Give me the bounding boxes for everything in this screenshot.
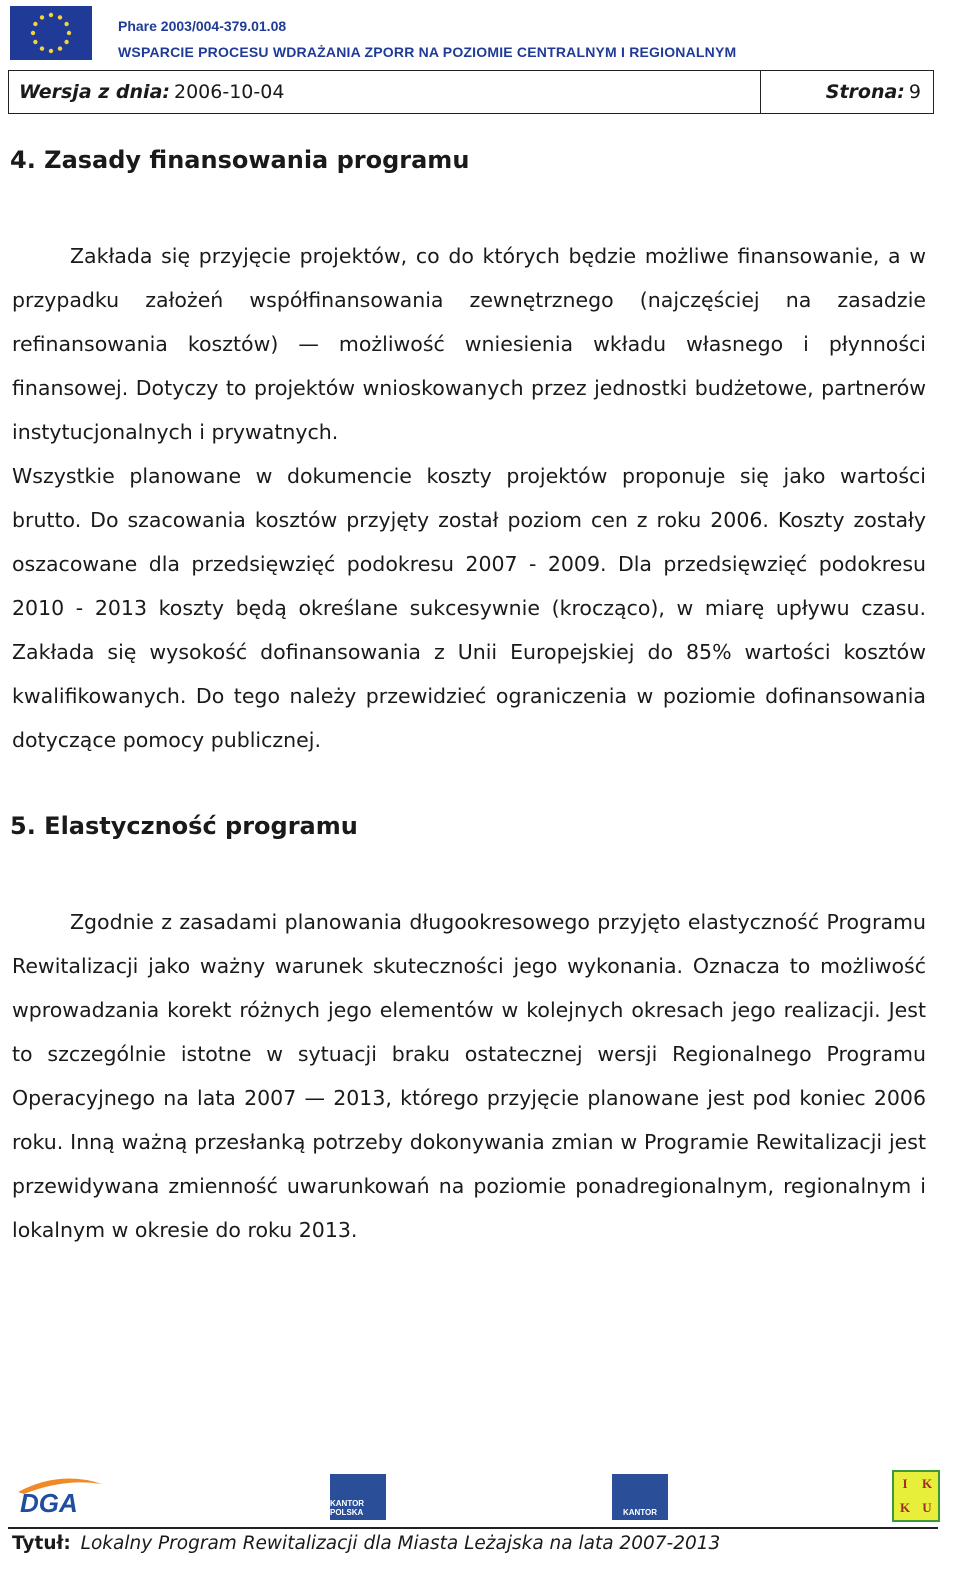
version-label: Wersja z dnia:: [19, 81, 170, 103]
kantor-polska-logo-text: KANTOR POLSKA: [330, 1499, 365, 1517]
kantor-polska-logo: [330, 1474, 386, 1520]
page-label: Strona:: [825, 81, 905, 103]
section-5-heading: 5. Elastyczność programu: [10, 812, 358, 840]
ikku-logo: I K K U: [892, 1470, 940, 1522]
page-number: 9: [908, 81, 921, 103]
kantor-logo-text: KANTOR: [622, 1508, 658, 1517]
version-cell: [9, 71, 761, 113]
section-4-paragraph-1: Zakłada się przyjęcie projektów, co do których będzie możliwe finansowanie, a w przypadku założeń współfinansowania zewnętrznego (najczęściej na zasadzie refinansowania kosztów) — możliwość wniesienia wkładu własnego i płynności finansowej. Dotyczy to projektów wnioskowanych przez jednostki budżetowe, partnerów instytucjonalnych i prywatnych.: [12, 244, 926, 444]
footer-divider: [8, 1527, 938, 1529]
project-code: Phare 2003/004-379.01.08: [118, 18, 287, 34]
eu-flag-icon: [10, 6, 92, 60]
version-box: [8, 70, 934, 114]
footer-title: [12, 1533, 720, 1554]
section-4-paragraph-2: Wszystkie planowane w dokumencie koszty projektów proponuje się jako wartości brutto. Do szacowania kosztów przyjęty został poziom cen z roku 2006. Koszty zostały oszacowane dla przedsięwzięć podokresu 2007 - 2009. Dla przedsięwzięć podokresu 2010 - 2013 koszty będą określane sukcesywnie (krocząco), w miarę upływu czasu. Zakłada się wysokość dofinansowania z Unii Europejskiej do 85% wartości kosztów kwalifikowanych. Do tego należy przewidzieć ograniczenia w poziomie dofinansowania dotyczące pomocy publicznej.: [12, 464, 926, 752]
dga-logo: [14, 1468, 106, 1520]
section-5-paragraph-1: Zgodnie z zasadami planowania długookresowego przyjęto elastyczność Programu Rewitalizacji jako ważny warunek skuteczności jego wykonania. Oznacza to możliwość wprowadzania korekt różnych jego elementów w kolejnych okresach jego realizacji. Jest to szczególnie istotne w sytuacji braku ostatecznej wersji Regionalnego Programu Operacyjnego na lata 2007 — 2013, którego przyjęcie planowane jest pod koniec 2006 roku. Inną ważną przesłanką potrzeby dokonywania zmian w Programie Rewitalizacji jest przewidywana zmienność uwarunkowań na poziomie ponadregionalnym, regionalnym i lokalnym w okresie do roku 2013.: [12, 910, 926, 1242]
footer-title-value: Lokalny Program Rewitalizacji dla Miasta Leżajska na lata 2007-2013: [80, 1533, 721, 1554]
section-4-heading: 4. Zasady finansowania programu: [10, 146, 470, 174]
svg-text:DGA: DGA: [20, 1488, 78, 1518]
page-number-cell: [761, 71, 933, 113]
kantor-logo: [612, 1474, 668, 1520]
version-value: 2006-10-04: [174, 81, 285, 103]
footer-title-label: Tytuł:: [12, 1533, 71, 1554]
project-title: WSPARCIE PROCESU WDRAŻANIA ZPORR NA POZIOMIE CENTRALNYM I REGIONALNYM: [118, 44, 737, 60]
